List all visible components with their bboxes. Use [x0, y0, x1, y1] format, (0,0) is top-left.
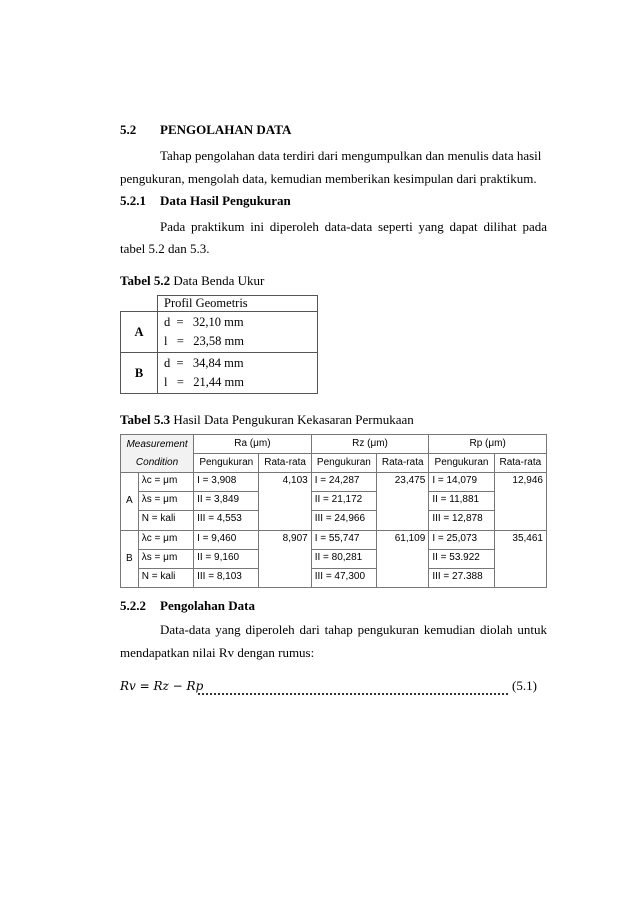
col-rp-header: Rp (μm) — [429, 435, 547, 454]
rz-b-2: II = 80,281 — [311, 549, 376, 568]
group-b-label: B — [121, 530, 139, 587]
ra-a-2: II = 3,849 — [194, 492, 259, 511]
para1-line-2: tabel 5.2 dan 5.3. — [120, 241, 210, 256]
para1-line-1: Pada praktikum ini diperoleh data-data seperti yang dapat dilihat pada — [160, 219, 547, 234]
condition-label: Condition — [135, 456, 179, 468]
ra-a-avg: 4,103 — [259, 473, 311, 530]
table-5-2 — [120, 295, 318, 394]
ra-b-2: II = 9,160 — [194, 549, 259, 568]
rp-b-1: I = 25,073 — [429, 530, 494, 549]
para2-line-1: Data-data yang diperoleh dari tahap pengukuran kemudian diolah untuk — [160, 622, 547, 637]
rp-a-1: I = 14,079 — [429, 473, 494, 492]
table52-b-diameter: d = 34,84 mm — [164, 356, 244, 370]
table52-caption-number: Tabel 5.2 — [120, 273, 171, 288]
ra-b-avg: 8,907 — [259, 530, 311, 587]
col-rz-header: Rz (μm) — [311, 435, 429, 454]
rp-b-avg: 35,461 — [494, 530, 546, 587]
rz-a-3: III = 24,966 — [311, 511, 376, 530]
table52-header: Profil Geometris — [158, 296, 318, 312]
subsection2-title: Pengolahan Data — [160, 598, 255, 613]
para2-line-2: mendapatkan nilai Rv dengan rumus: — [120, 645, 315, 660]
section-number: 5.2 — [120, 122, 137, 137]
cond-ls: λs = μm — [138, 492, 193, 511]
rz-b-1: I = 55,747 — [311, 530, 376, 549]
table53-caption-text: Hasil Data Pengukuran Kekasaran Permukaan — [170, 412, 414, 427]
cond-n: N = kali — [138, 511, 193, 530]
cond-lc: λc = μm — [138, 473, 193, 492]
table52-label-a: A — [121, 312, 158, 353]
table52-label-b: B — [121, 353, 158, 394]
table-row — [121, 549, 547, 568]
rz-a-1: I = 24,287 — [311, 473, 376, 492]
col-ra-header: Ra (μm) — [194, 435, 312, 454]
subsection-number: 5.2.1 — [120, 193, 146, 208]
measurement-label: Measurement — [126, 438, 188, 450]
table53-caption — [120, 412, 414, 428]
table53-caption-number: Tabel 5.3 — [120, 412, 171, 427]
table-row — [121, 473, 547, 492]
rp-a-avg: 12,946 — [494, 473, 546, 530]
table-row — [121, 511, 547, 530]
ra-b-3: III = 8,103 — [194, 568, 259, 587]
rp-b-2: II = 53.922 — [429, 549, 494, 568]
subsection2-number: 5.2.2 — [120, 598, 146, 613]
table-row — [121, 568, 547, 587]
table52-b-length: l = 21,44 mm — [164, 375, 244, 389]
measurement-condition-header — [121, 435, 194, 473]
table-row — [121, 492, 547, 511]
table-5-3 — [120, 434, 547, 588]
formula-leader-dots — [198, 683, 508, 695]
rz-pengukuran-header: Pengukuran — [311, 454, 376, 473]
intro-line-1: Tahap pengolahan data terdiri dari mengumpulkan dan menulis data hasil — [160, 148, 542, 163]
group-a-label: A — [121, 473, 139, 530]
ra-b-1: I = 9,460 — [194, 530, 259, 549]
cond-ls: λs = μm — [138, 549, 193, 568]
table-row — [121, 353, 318, 394]
rp-a-3: III = 12,878 — [429, 511, 494, 530]
cond-n: N = kali — [138, 568, 193, 587]
rp-b-3: III = 27.388 — [429, 568, 494, 587]
table-row — [121, 530, 547, 549]
rz-b-avg: 61,109 — [377, 530, 429, 587]
section-title: PENGOLAHAN DATA — [160, 122, 292, 137]
ra-a-3: III = 4,553 — [194, 511, 259, 530]
table52-a-diameter: d = 32,10 mm — [164, 315, 244, 329]
subsection-title: Data Hasil Pengukuran — [160, 193, 291, 208]
formula-number: (5.1) — [512, 678, 537, 693]
ra-pengukuran-header: Pengukuran — [194, 454, 259, 473]
intro-line-2: pengukuran, mengolah data, kemudian memberikan kesimpulan dari praktikum. — [120, 171, 537, 186]
cond-lc: λc = μm — [138, 530, 193, 549]
rz-a-2: II = 21,172 — [311, 492, 376, 511]
ra-a-1: I = 3,908 — [194, 473, 259, 492]
formula-expression: Rv = Rz − Rp — [120, 679, 204, 693]
rz-a-avg: 23,475 — [377, 473, 429, 530]
rp-rata-header: Rata-rata — [494, 454, 546, 473]
rp-a-2: II = 11,881 — [429, 492, 494, 511]
table52-caption — [120, 273, 264, 289]
rz-b-3: III = 47,300 — [311, 568, 376, 587]
table52-caption-text: Data Benda Ukur — [170, 273, 265, 288]
rz-rata-header: Rata-rata — [377, 454, 429, 473]
table-row — [121, 312, 318, 353]
ra-rata-header: Rata-rata — [259, 454, 311, 473]
rp-pengukuran-header: Pengukuran — [429, 454, 494, 473]
table52-a-length: l = 23,58 mm — [164, 334, 244, 348]
